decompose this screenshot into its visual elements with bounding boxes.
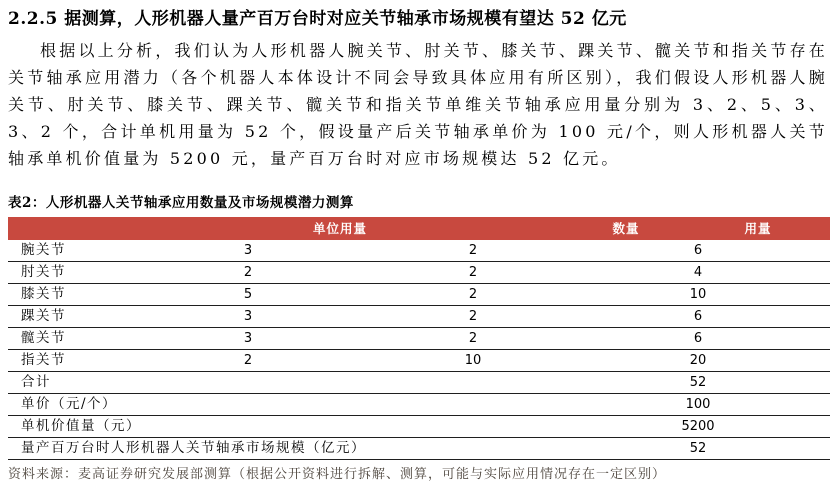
cell-usage: 100 bbox=[685, 397, 711, 412]
table-row bbox=[8, 306, 830, 328]
data-table bbox=[8, 217, 830, 460]
cell-usage: 6 bbox=[693, 243, 703, 258]
cell-count: 2 bbox=[468, 309, 478, 324]
body-paragraph: 根据以上分析，我们认为人形机器人腕关节、肘关节、膝关节、踝关节、髋关节和指关节存在关节轴承应用潜力（各个机器人本体设计不同会导致具体应用有所区别），我们假设人形机器人腕关节、肘关节、膝关节、踝关节、髋关节和指关节单维关节轴承应用量分别为 3、2、5、3、3、2 个，合计单机用量为 52 个，假设量产后关节轴承单价为 100 元/个，则人形机器人关节轴承单机价值量为 5200 元，量产百万台时对应市场规模达 52 亿元。 bbox=[8, 41, 828, 168]
source-note: 资料来源：麦高证券研究发展部测算（根据公开资料进行拆解、测算，可能与实际应用情况存在一定区别） bbox=[8, 467, 667, 482]
cell-usage: 52 bbox=[689, 441, 707, 456]
cell-unit-usage: 3 bbox=[243, 243, 253, 258]
cell-count: 2 bbox=[468, 331, 478, 346]
cell-unit-usage: 2 bbox=[243, 265, 253, 280]
row-label: 指关节 bbox=[21, 352, 66, 368]
row-label: 肘关节 bbox=[21, 264, 66, 280]
cell-usage: 20 bbox=[689, 353, 707, 368]
header-usage: 用量 bbox=[744, 221, 772, 236]
cell-count: 2 bbox=[468, 243, 478, 258]
header-unit-usage: 单位用量 bbox=[312, 221, 367, 236]
table-row bbox=[8, 240, 830, 262]
cell-count: 2 bbox=[468, 287, 478, 302]
table-header-row bbox=[8, 217, 830, 240]
header-count: 数量 bbox=[612, 221, 640, 236]
table-row bbox=[8, 328, 830, 350]
row-label: 单价（元/个） bbox=[21, 396, 118, 412]
table-row bbox=[8, 394, 830, 416]
cell-usage: 10 bbox=[689, 287, 707, 302]
row-label: 单机价值量（元） bbox=[21, 418, 141, 434]
row-label: 膝关节 bbox=[21, 286, 66, 302]
row-label: 踝关节 bbox=[21, 308, 66, 324]
table-body bbox=[8, 240, 830, 460]
table-row bbox=[8, 262, 830, 284]
cell-unit-usage: 2 bbox=[243, 353, 253, 368]
cell-count: 10 bbox=[464, 353, 482, 368]
table-row bbox=[8, 372, 830, 394]
cell-usage: 52 bbox=[689, 375, 707, 390]
table-row bbox=[8, 416, 830, 438]
cell-usage: 5200 bbox=[681, 419, 715, 434]
cell-unit-usage: 3 bbox=[243, 309, 253, 324]
cell-unit-usage: 3 bbox=[243, 331, 253, 346]
cell-usage: 6 bbox=[693, 309, 703, 324]
cell-usage: 6 bbox=[693, 331, 703, 346]
section-heading: 2.2.5 据测算，人形机器人量产百万台时对应关节轴承市场规模有望达 52 亿元 bbox=[8, 9, 627, 29]
row-label: 腕关节 bbox=[21, 242, 66, 258]
row-label: 量产百万台时人形机器人关节轴承市场规模（亿元） bbox=[21, 440, 366, 456]
cell-count: 2 bbox=[468, 265, 478, 280]
table-row bbox=[8, 438, 830, 460]
table-row bbox=[8, 350, 830, 372]
row-label: 合计 bbox=[21, 374, 51, 390]
table-caption: 表2：人形机器人关节轴承应用数量及市场规模潜力测算 bbox=[8, 195, 354, 211]
row-label: 髋关节 bbox=[21, 330, 66, 346]
table-row bbox=[8, 284, 830, 306]
cell-unit-usage: 5 bbox=[243, 287, 253, 302]
cell-usage: 4 bbox=[693, 265, 703, 280]
